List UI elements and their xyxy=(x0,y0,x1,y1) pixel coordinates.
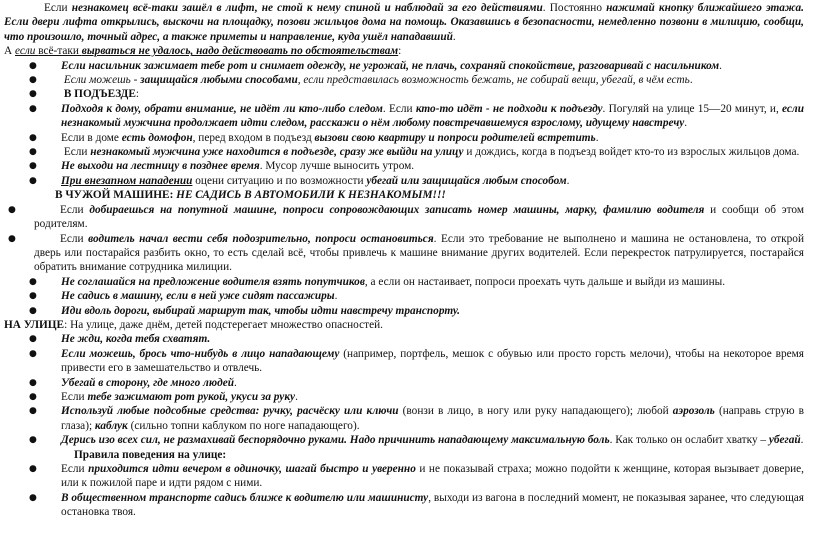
text-bold-italic: вырваться не удалось, надо действовать по обстоятельствам xyxy=(81,45,399,58)
bullet-icon: ● xyxy=(29,175,37,186)
text-bold-italic: Не соглашайся на предложение водителя взять попутчиков xyxy=(61,275,365,288)
text-italic: , если представилась возможность бежать, не собирай вещи, убегай, в чём есть xyxy=(297,74,690,87)
text-bold-italic: добираешься на попутной машине, попроси сопровождающих записать номер машины, марку, фамилию водителя xyxy=(89,203,705,216)
paragraph-if-failed xyxy=(4,44,804,58)
bullet-icon: ● xyxy=(29,377,37,388)
text-bold-italic: ручку, расчёску или ключи xyxy=(263,405,399,418)
text-bold: НА УЛИЦЕ xyxy=(4,318,65,331)
text-bold-italic: незнакомец всё-таки зашёл в лифт, не стой к нему спиной и наблюдай за его действиями xyxy=(71,2,543,14)
text: . xyxy=(800,434,804,447)
list-item xyxy=(4,491,804,520)
bullet-icon: ● xyxy=(29,334,37,345)
text: : xyxy=(398,45,402,58)
text-bold-italic: есть домофон xyxy=(121,131,193,144)
text: , перед входом в подъезд xyxy=(192,131,315,144)
text: Если xyxy=(61,390,88,403)
list-item xyxy=(4,174,804,188)
text: (вонзи в лицо, в ногу или руку нападающего); любой xyxy=(398,405,673,418)
bullet-icon: ● xyxy=(29,305,37,316)
text-bold-italic: Если можешь, брось что-нибудь в лицо нападающему xyxy=(61,347,340,360)
list-item xyxy=(4,232,804,275)
text-bold-italic: Иди вдоль дороги, выбирай маршрут так, чтобы идти навстречу транспорту. xyxy=(61,304,460,317)
text-bold-italic: защищайся любыми способами xyxy=(140,74,298,87)
text: . xyxy=(684,117,688,130)
text: и дождись, когда в подъезд войдет кто-то из взрослых жильцов дома. xyxy=(463,146,800,159)
section-heading-street xyxy=(4,318,804,332)
list-item xyxy=(4,102,804,131)
text-bold-italic: тебе зажимают рот рукой, укуси за руку xyxy=(87,390,296,403)
list-item xyxy=(4,203,804,232)
list-item xyxy=(4,131,804,145)
bullet-icon: ● xyxy=(29,291,37,302)
bullet-icon: ● xyxy=(29,60,37,71)
bullet-icon: ● xyxy=(29,276,37,287)
text: . Если xyxy=(382,102,416,115)
text: (например, портфель, мешок с обувью или просто горсть мелочи), чтобы на некоторое время привести его в замешательство и отвлечь. xyxy=(61,347,804,375)
text: Если в доме xyxy=(61,131,122,144)
bullet-icon: ● xyxy=(29,464,37,474)
text-bold-italic: вызови свою квартиру и попроси родителей встретить xyxy=(314,131,596,144)
text-bold-italic: При внезапном нападении xyxy=(61,174,193,187)
list-item xyxy=(4,332,804,346)
text: Если xyxy=(63,146,91,159)
text-bold-italic: незнакомый мужчина уже находится в подъезде, сразу же выйди на улицу xyxy=(90,146,464,159)
text: . xyxy=(452,30,456,43)
text: . xyxy=(295,390,298,403)
text-italic: если xyxy=(14,45,39,58)
list-item xyxy=(4,304,804,318)
text-bold-italic: приходится идти вечером в одиночку, шагай быстро и уверенно xyxy=(88,463,416,475)
bullet-icon: ● xyxy=(29,348,37,359)
text: . Мусор лучше выносить утром. xyxy=(259,160,415,173)
bullet-icon: ● xyxy=(29,435,37,446)
text: (сильно топни каблуком по ноге нападающего). xyxy=(127,419,360,432)
text-bold-italic: кто-то идёт - не подходи к подъезду xyxy=(415,102,603,115)
text: . Как только он ослабит хватку – xyxy=(609,434,769,447)
text: Если xyxy=(60,232,89,245)
text-bold-italic: убегай xyxy=(768,434,801,447)
text-bold-italic: Не садись в машину, если в ней уже сидят пассажиры xyxy=(61,290,335,303)
text: . xyxy=(689,74,693,87)
text: , выходи из вагона в последний момент, не показывая заранее, что следующая остановка твоя. xyxy=(61,491,804,519)
text: А xyxy=(4,45,15,58)
text-bold-italic: Не выходи на лестницу в позднее время xyxy=(61,160,260,173)
text: Если xyxy=(60,203,90,216)
text: . xyxy=(334,290,338,303)
text-bold-italic: аэрозоль xyxy=(672,405,715,418)
text-bold-italic: каблук xyxy=(94,419,128,432)
text-bold-italic: Убегай в сторону, где много людей xyxy=(61,376,234,389)
text-bold-italic: Дерись изо всех сил, не размахивай беспорядочно руками. Надо причинить нападающему максимальную боль xyxy=(61,434,610,447)
text: и не показывай страха; можно подойти к женщине, которая вызывает доверие, или к пожилой паре и идти рядом с ними. xyxy=(61,463,804,490)
text-bold-italic: водитель начал вести себя подозрительно, попроси остановиться xyxy=(88,232,434,245)
text: : xyxy=(135,88,140,101)
bullet-icon: ● xyxy=(29,103,37,114)
section-heading: В ПОДЪЕЗДЕ xyxy=(63,88,136,101)
bullet-icon: ● xyxy=(8,204,16,215)
list-item xyxy=(4,159,804,173)
text-bold-italic: нажимай кнопку ближайшего этажа. Если двери лифта открылись, выскочи на площадку, позови жильцов дома на помощь. Оказавшись в безопасности, немедленно позвони в милицию, сообщи, что произошло, точный адрес, а также приметы и направление, куда ушёл нападавший xyxy=(4,2,805,43)
text: . Погуляй на улице 15—20 минут, и, xyxy=(602,102,783,115)
text: . Если это требование не выполнено и машина не остановлена, то открой дверь или постарайся разбить окно, то есть сделай всё, чтобы привлечь к машине внимание других водителей. Если перекресток патрулируется, постарайся обратить внимание сотрудника милиции. xyxy=(34,232,804,274)
list-item xyxy=(4,376,804,390)
text: (направь струю в глаза); xyxy=(61,405,805,432)
list-item xyxy=(4,73,804,87)
bullet-icon: ● xyxy=(29,132,37,143)
list-item xyxy=(4,404,804,433)
bullet-icon: ● xyxy=(29,89,37,100)
text-bold-italic: Подходя к дому, обрати внимание, не идёт ли кто-либо следом xyxy=(61,102,383,115)
bullet-icon: ● xyxy=(29,75,37,86)
text: . xyxy=(234,376,237,389)
text-bold-italic: Используй любые подсобные средства: xyxy=(61,405,264,418)
bullet-icon: ● xyxy=(29,406,37,417)
list-item xyxy=(4,145,804,159)
bullet-icon: ● xyxy=(8,233,16,244)
bullet-icon: ● xyxy=(29,147,37,158)
paragraph-elevator xyxy=(4,1,804,44)
text-bold-italic: убегай или защищайся любым способом xyxy=(366,174,567,187)
bullet-icon: ● xyxy=(29,391,37,402)
text: : На улице, даже днём, детей подстерегает множество опасностей. xyxy=(64,318,383,331)
text-bold: В ЧУЖОЙ МАШИНЕ: xyxy=(55,189,177,202)
list-item xyxy=(4,275,804,289)
text-bold-italic: Не жди, когда тебя схватят. xyxy=(61,333,211,346)
text: Если xyxy=(44,2,72,14)
text-bold-italic: НЕ САДИСЬ В АВТОМОБИЛИ К НЕЗНАКОМЫМ!!! xyxy=(176,189,446,202)
document-page xyxy=(4,0,804,520)
text-bold-italic: если незнакомый мужчина продолжает идти следом, расскажи о нём любому повстречавшемуся взрослому, идущему навстречу xyxy=(61,102,804,130)
text: . xyxy=(566,174,570,187)
list-item xyxy=(4,289,804,303)
text-bold-italic: В общественном транспорте садись ближе к водителю или машинисту xyxy=(61,491,429,504)
list-item xyxy=(4,462,804,491)
bullet-icon: ● xyxy=(29,492,37,503)
text: . xyxy=(595,131,599,144)
text: . xyxy=(719,59,722,72)
list-item-heading-entrance xyxy=(4,87,804,101)
text-bold-italic: Если насильник зажимает тебе рот и снимает одежду, не угрожай, не плачь, сохраняй спокойствие, разговаривай с насильником xyxy=(61,59,720,72)
bullet-icon: ● xyxy=(29,161,37,172)
text: оцени ситуацию и по возможности xyxy=(192,174,367,187)
text: и сообщи об этом родителям. xyxy=(34,203,804,231)
text: всё-таки xyxy=(38,45,82,58)
text: Если xyxy=(61,463,89,475)
text: , а если он настаивает, попроси проехать чуть дальше и выйди из машины. xyxy=(364,275,726,288)
list-item xyxy=(4,390,804,404)
list-item xyxy=(4,59,804,73)
list-item xyxy=(4,433,804,447)
section-heading-street-rules: Правила поведения на улице: xyxy=(74,448,227,461)
text: . Постоянно xyxy=(542,2,607,14)
list-item xyxy=(4,347,804,376)
section-heading-car xyxy=(4,188,804,202)
text-italic: Если можешь - xyxy=(63,74,141,87)
